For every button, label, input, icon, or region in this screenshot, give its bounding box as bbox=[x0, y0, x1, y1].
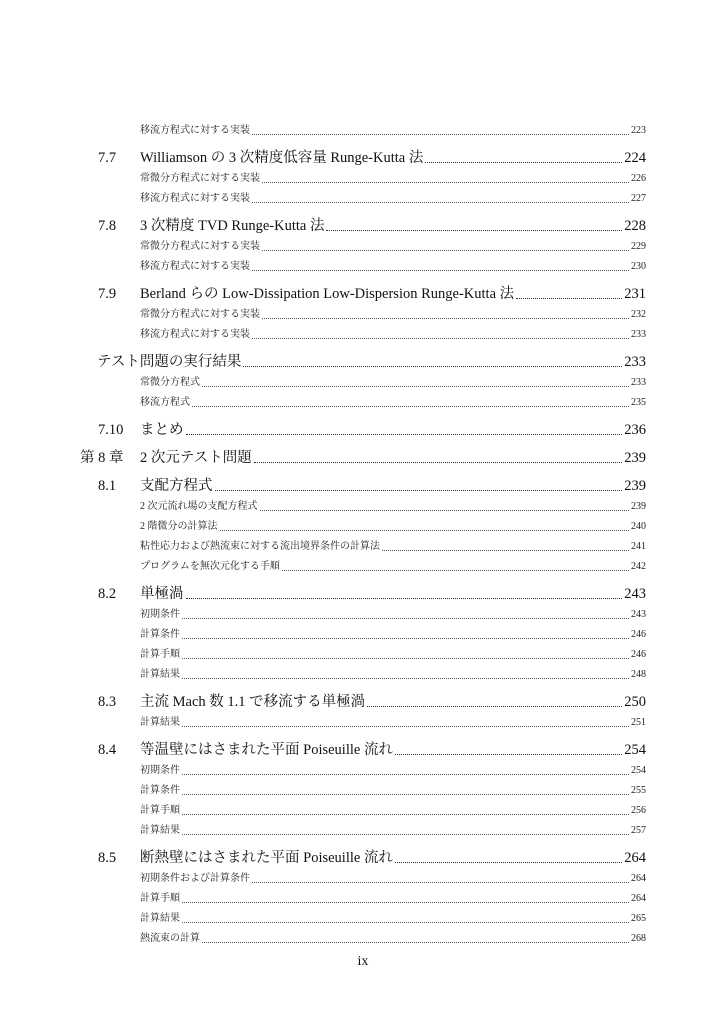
dot-leader bbox=[254, 461, 622, 463]
toc-entry-title: 支配方程式 bbox=[140, 478, 213, 494]
toc-entry-title: 計算条件 bbox=[140, 785, 180, 796]
toc-entry-number: 8.4 bbox=[98, 742, 117, 758]
dot-leader bbox=[516, 297, 622, 299]
toc-entry-page: 251 bbox=[631, 717, 646, 728]
toc-entry-sec[interactable] bbox=[0, 474, 726, 498]
toc-entry-number: 7.7 bbox=[98, 150, 117, 166]
toc-entry-title: 計算手順 bbox=[140, 649, 180, 660]
toc-entry-sec[interactable] bbox=[0, 738, 726, 762]
toc-entry-title: 常微分方程式 bbox=[140, 377, 200, 388]
toc-entry-number: 8.3 bbox=[98, 694, 117, 710]
toc-entry-sub[interactable] bbox=[0, 497, 726, 517]
toc-entry-page: 239 bbox=[624, 450, 646, 466]
dot-leader bbox=[182, 677, 629, 679]
toc-entry-sub[interactable] bbox=[0, 665, 726, 685]
toc-entry-page: 232 bbox=[631, 309, 646, 320]
toc-entry-page: 254 bbox=[631, 765, 646, 776]
toc-entry-title: 計算手順 bbox=[140, 893, 180, 904]
dot-leader bbox=[182, 901, 629, 903]
dot-leader bbox=[215, 489, 623, 491]
toc-entry-page: 246 bbox=[631, 629, 646, 640]
toc-entry-title: Berland らの Low-Dissipation Low-Dispersion Runge-Kutta 法 bbox=[140, 286, 515, 302]
dot-leader bbox=[202, 941, 629, 943]
dot-leader bbox=[182, 833, 629, 835]
dot-leader bbox=[243, 365, 622, 367]
toc-entry-sub[interactable] bbox=[0, 761, 726, 781]
toc-entry-title: 計算結果 bbox=[140, 717, 180, 728]
toc-entry-sub[interactable] bbox=[0, 869, 726, 889]
toc-entry-title: 常微分方程式に対する実装 bbox=[140, 241, 260, 252]
toc-entry-page: 228 bbox=[624, 218, 646, 234]
dot-leader bbox=[395, 861, 622, 863]
toc-entry-page: 250 bbox=[624, 694, 646, 710]
toc-entry-title: テスト問題の実行結果 bbox=[97, 354, 242, 370]
toc-entry-title: 熱流束の計算 bbox=[140, 933, 200, 944]
toc-entry-sub[interactable] bbox=[0, 189, 726, 209]
toc-entry-title: 移流方程式に対する実装 bbox=[140, 329, 250, 340]
toc-entry-title: 初期条件 bbox=[140, 765, 180, 776]
toc-entry-page: 223 bbox=[631, 125, 646, 136]
dot-leader bbox=[186, 433, 623, 435]
toc-entry-page: 254 bbox=[624, 742, 646, 758]
toc-entry-page: 224 bbox=[624, 150, 646, 166]
toc-entry-title: 常微分方程式に対する実装 bbox=[140, 309, 260, 320]
dot-leader bbox=[182, 617, 629, 619]
toc-entry-sub[interactable] bbox=[0, 537, 726, 557]
toc-entry-title: 計算結果 bbox=[140, 669, 180, 680]
toc-entry-sub[interactable] bbox=[0, 645, 726, 665]
toc-entry-sec[interactable] bbox=[0, 582, 726, 606]
dot-leader bbox=[252, 133, 629, 135]
page-number: ix bbox=[357, 954, 369, 969]
toc-entry-page: 242 bbox=[631, 561, 646, 572]
dot-leader bbox=[182, 657, 629, 659]
toc-entry-title: 主流 Mach 数 1.1 で移流する単極渦 bbox=[140, 694, 366, 710]
dot-leader bbox=[262, 317, 629, 319]
toc-entry-sec[interactable] bbox=[0, 214, 726, 238]
dot-leader bbox=[252, 337, 629, 339]
toc-entry-title: 2 次元テスト問題 bbox=[140, 450, 252, 466]
dot-leader bbox=[282, 569, 629, 571]
toc-entry-page: 246 bbox=[631, 649, 646, 660]
toc-entry-title: 計算条件 bbox=[140, 629, 180, 640]
dot-leader bbox=[182, 725, 629, 727]
toc-entry-sub[interactable] bbox=[0, 373, 726, 393]
toc-entry-page: 227 bbox=[631, 193, 646, 204]
dot-leader bbox=[182, 793, 629, 795]
toc-entry-title: 常微分方程式に対する実装 bbox=[140, 173, 260, 184]
dot-leader bbox=[395, 753, 622, 755]
toc-entry-page: 264 bbox=[624, 850, 646, 866]
dot-leader bbox=[182, 813, 629, 815]
toc-entry-sub[interactable] bbox=[0, 121, 726, 141]
dot-leader bbox=[182, 637, 629, 639]
toc-entry-sub[interactable] bbox=[0, 929, 726, 949]
dot-leader bbox=[182, 921, 629, 923]
dot-leader bbox=[182, 773, 629, 775]
toc-entry-page: 235 bbox=[631, 397, 646, 408]
dot-leader bbox=[186, 597, 623, 599]
toc-entry-title: 断熱壁にはさまれた平面 Poiseuille 流れ bbox=[140, 850, 393, 866]
toc-entry-title: まとめ bbox=[140, 422, 184, 438]
toc-entry-page: 239 bbox=[631, 501, 646, 512]
toc-entry-title: 2 次元流れ場の支配方程式 bbox=[140, 501, 258, 512]
toc-entry-sub[interactable] bbox=[0, 801, 726, 821]
toc-entry-sub[interactable] bbox=[0, 625, 726, 645]
toc-entry-page: 233 bbox=[624, 354, 646, 370]
toc-entry-page: 243 bbox=[631, 609, 646, 620]
dot-leader bbox=[425, 161, 622, 163]
toc-entry-page: 241 bbox=[631, 541, 646, 552]
toc-entry-page: 239 bbox=[624, 478, 646, 494]
toc-entry-page: 264 bbox=[631, 893, 646, 904]
toc-entry-title: 計算手順 bbox=[140, 805, 180, 816]
toc-entry-title: 単極渦 bbox=[140, 586, 184, 602]
toc-entry-page: 233 bbox=[631, 377, 646, 388]
toc-entry-title: 移流方程式に対する実装 bbox=[140, 261, 250, 272]
toc-entry-page: 265 bbox=[631, 913, 646, 924]
toc-entry-sub[interactable] bbox=[0, 169, 726, 189]
toc-entry-number: 8.5 bbox=[98, 850, 117, 866]
toc-entry-title: 移流方程式 bbox=[140, 397, 190, 408]
toc-entry-number: 8.1 bbox=[98, 478, 117, 494]
toc-entry-title: 3 次精度 TVD Runge-Kutta 法 bbox=[140, 218, 325, 234]
toc-entry-sub[interactable] bbox=[0, 305, 726, 325]
toc-entry-title: 2 階微分の計算法 bbox=[140, 521, 218, 532]
toc-entry-page: 231 bbox=[624, 286, 646, 302]
toc-entry-title: 等温壁にはさまれた平面 Poiseuille 流れ bbox=[140, 742, 393, 758]
toc-entry-title: 粘性応力および熱流束に対する流出境界条件の計算法 bbox=[140, 541, 380, 552]
toc-entry-sub[interactable] bbox=[0, 821, 726, 841]
dot-leader bbox=[252, 269, 629, 271]
toc-entry-page: 256 bbox=[631, 805, 646, 816]
toc-entry-sec[interactable] bbox=[0, 418, 726, 442]
dot-leader bbox=[220, 529, 630, 531]
dot-leader bbox=[367, 705, 622, 707]
toc-entry-sec[interactable] bbox=[0, 846, 726, 870]
toc-entry-page: 240 bbox=[631, 521, 646, 532]
toc-entry-sub[interactable] bbox=[0, 781, 726, 801]
dot-leader bbox=[192, 405, 629, 407]
toc-entry-sub[interactable] bbox=[0, 557, 726, 577]
toc-entry-title: Williamson の 3 次精度低容量 Runge-Kutta 法 bbox=[140, 150, 424, 166]
toc-entry-page: 230 bbox=[631, 261, 646, 272]
dot-leader bbox=[252, 881, 629, 883]
toc-entry-number: 7.10 bbox=[98, 422, 124, 438]
toc-entry-sec[interactable] bbox=[0, 690, 726, 714]
toc-entry-number: 第 8 章 bbox=[80, 450, 124, 466]
toc-entry-chapter[interactable] bbox=[0, 446, 726, 470]
toc-entry-title: 計算結果 bbox=[140, 825, 180, 836]
toc-entry-sub[interactable] bbox=[0, 237, 726, 257]
toc-entry-page: 243 bbox=[624, 586, 646, 602]
toc-entry-page: 226 bbox=[631, 173, 646, 184]
toc-entry-title: 初期条件 bbox=[140, 609, 180, 620]
toc-entry-page: 257 bbox=[631, 825, 646, 836]
toc-entry-page: 248 bbox=[631, 669, 646, 680]
toc-entry-sub[interactable] bbox=[0, 517, 726, 537]
toc-entry-title: 計算結果 bbox=[140, 913, 180, 924]
toc-entry-title: 移流方程式に対する実装 bbox=[140, 193, 250, 204]
toc-entry-page: 264 bbox=[631, 873, 646, 884]
toc-entry-page: 255 bbox=[631, 785, 646, 796]
toc-entry-sub[interactable] bbox=[0, 909, 726, 929]
toc-entry-page: 236 bbox=[624, 422, 646, 438]
toc-entry-sub[interactable] bbox=[0, 393, 726, 413]
dot-leader bbox=[260, 509, 630, 511]
toc-entry-sec[interactable] bbox=[0, 282, 726, 306]
toc-entry-title: 移流方程式に対する実装 bbox=[140, 125, 250, 136]
toc-entry-title: プログラムを無次元化する手順 bbox=[140, 561, 280, 572]
toc-entry-title: 初期条件および計算条件 bbox=[140, 873, 250, 884]
toc-entry-number: 8.2 bbox=[98, 586, 117, 602]
toc-entry-page: 268 bbox=[631, 933, 646, 944]
toc-entry-number: 7.9 bbox=[98, 286, 117, 302]
dot-leader bbox=[202, 385, 629, 387]
dot-leader bbox=[262, 181, 629, 183]
toc-entry-number: 7.8 bbox=[98, 218, 117, 234]
table-of-contents bbox=[0, 121, 726, 949]
toc-entry-sub[interactable] bbox=[0, 713, 726, 733]
toc-entry-sub[interactable] bbox=[0, 605, 726, 625]
toc-entry-sub[interactable] bbox=[0, 889, 726, 909]
toc-entry-page: 233 bbox=[631, 329, 646, 340]
toc-entry-sec[interactable] bbox=[0, 146, 726, 170]
toc-entry-sub[interactable] bbox=[0, 325, 726, 345]
dot-leader bbox=[326, 229, 622, 231]
dot-leader bbox=[262, 249, 629, 251]
toc-entry-page: 229 bbox=[631, 241, 646, 252]
dot-leader bbox=[252, 201, 629, 203]
dot-leader bbox=[382, 549, 629, 551]
toc-entry-sub[interactable] bbox=[0, 257, 726, 277]
toc-entry-heading[interactable] bbox=[0, 350, 726, 374]
